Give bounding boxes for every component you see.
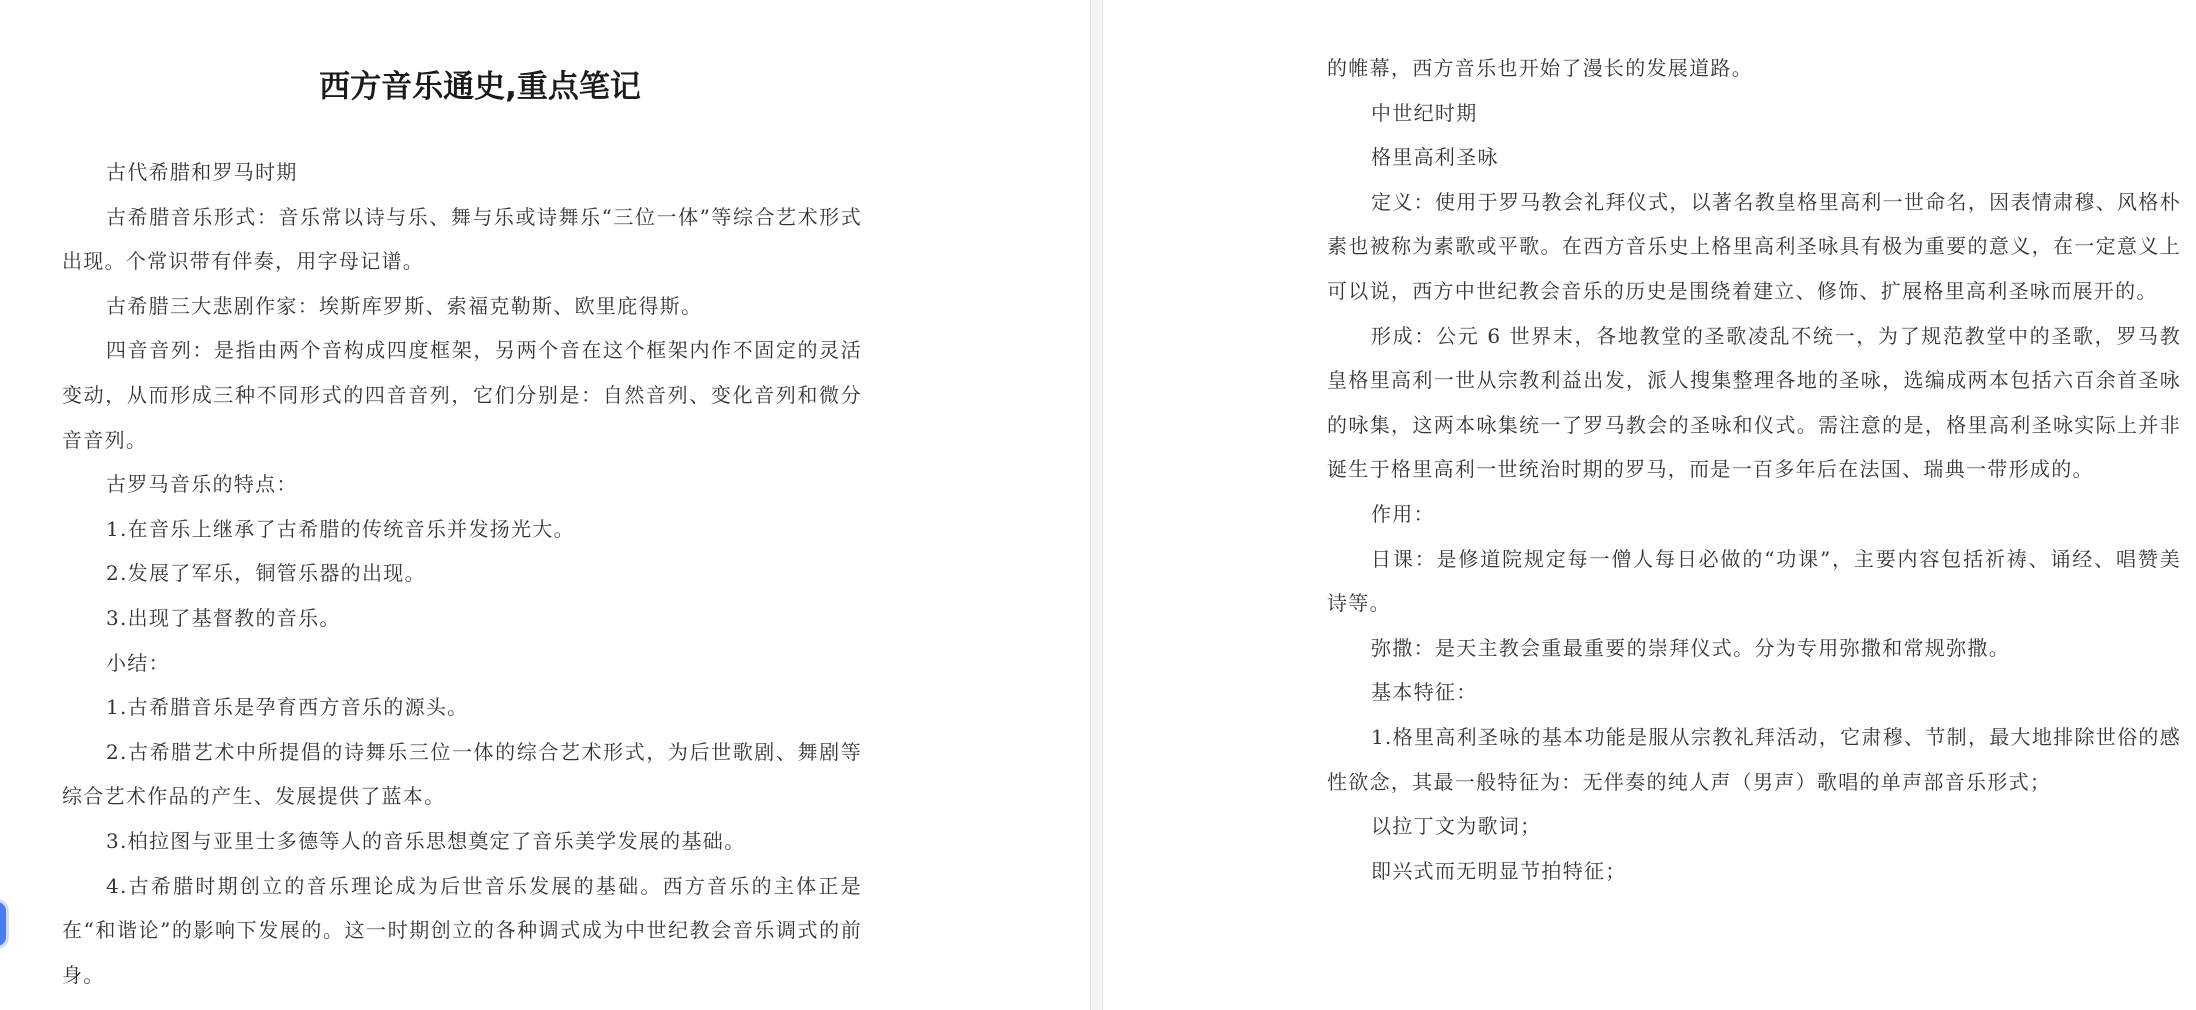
document-page-left [0, 0, 1090, 1010]
paragraph: 2.古希腊艺术中所提倡的诗舞乐三位一体的综合艺术形式，为后世歌剧、舞剧等综合艺术作品的产生、发展提供了蓝本。 [62, 739, 862, 809]
document-page-right [1103, 0, 2196, 1010]
paragraph: 格里高利圣咏 [1371, 145, 1499, 170]
paragraph: 四音音列：是指由两个音构成四度框架，另两个音在这个框架内作不固定的灵活变动，从而形成三种不同形式的四音音列，它们分别是：自然音列、变化音列和微分音音列。 [62, 338, 862, 452]
paragraph: 日课：是修道院规定每一僧人每日必做的“功课”，主要内容包括祈祷、诵经、唱赞美诗等。 [1327, 546, 2181, 616]
right-page-body [1327, 46, 2181, 893]
paragraph: 定义：使用于罗马教会礼拜仪式，以著名教皇格里高利一世命名，因表情肃穆、风格朴素也被称为素歌或平歌。在西方音乐史上格里高利圣咏具有极为重要的意义，在一定意义上可以说，西方中世纪教会音乐的历史是围绕着建立、修饰、扩展格里高利圣咏而展开的。 [1327, 189, 2181, 303]
paragraph: 弥撒：是天主教会重最重要的崇拜仪式。分为专用弥撒和常规弥撒。 [1371, 635, 2010, 660]
sidebar-toggle-handle[interactable] [0, 902, 6, 946]
paragraph: 中世纪时期 [1371, 100, 1478, 125]
paragraph: 2.发展了军乐，铜管乐器的出现。 [106, 561, 426, 586]
paragraph: 4.古希腊时期创立的音乐理论成为后世音乐发展的基础。西方音乐的主体正是在“和谐论”的影响下发展的。这一时期创立的各种调式成为中世纪教会音乐调式的前身。 [62, 873, 862, 987]
paragraph: 以拉丁文为歌词； [1371, 814, 1542, 839]
paragraph: 古希腊三大悲剧作家：埃斯库罗斯、索福克勒斯、欧里庇得斯。 [106, 293, 703, 318]
paragraph: 古代希腊和罗马时期 [106, 160, 298, 184]
paragraph: 即兴式而无明显节拍特征； [1371, 858, 1627, 883]
paragraph: 1.古希腊音乐是孕育西方音乐的源头。 [106, 695, 469, 720]
paragraph: 形成：公元 6 世界末，各地教堂的圣歌凌乱不统一，为了规范教堂中的圣歌，罗马教皇格里高利一世从宗教利益出发，派人搜集整理各地的圣咏，选编成两本包括六百余首圣咏的咏集，这两本咏集统一了罗马教会的圣咏和仪式。需注意的是，格里高利圣咏实际上并非诞生于格里高利一世统治时期的罗马，而是一百多年后在法国、瑞典一带形成的。 [1327, 323, 2181, 482]
paragraph-continuation: 的帷幕，西方音乐也开始了漫长的发展道路。 [1327, 56, 1753, 80]
paragraph: 3.柏拉图与亚里士多德等人的音乐思想奠定了音乐美学发展的基础。 [106, 828, 746, 853]
paragraph: 古希腊音乐形式：音乐常以诗与乐、舞与乐或诗舞乐“三位一体”等综合艺术形式出现。个常识带有伴奏，用字母记谱。 [62, 204, 862, 274]
page-gutter [1090, 0, 1103, 1010]
paragraph: 古罗马音乐的特点： [106, 472, 298, 497]
left-page-body [62, 150, 862, 997]
paragraph: 作用： [1371, 501, 1435, 526]
paragraph: 基本特征： [1371, 680, 1478, 705]
paragraph: 1.在音乐上继承了古希腊的传统音乐并发扬光大。 [106, 516, 575, 541]
paragraph: 3.出现了基督教的音乐。 [106, 605, 341, 630]
document-title: 西方音乐通史,重点笔记 [319, 69, 641, 105]
paragraph: 小结： [106, 650, 170, 675]
paragraph: 1.格里高利圣咏的基本功能是服从宗教礼拜活动，它肃穆、节制，最大地排除世俗的感性欲念，其最一般特征为：无伴奏的纯人声（男声）歌唱的单声部音乐形式； [1327, 724, 2181, 794]
